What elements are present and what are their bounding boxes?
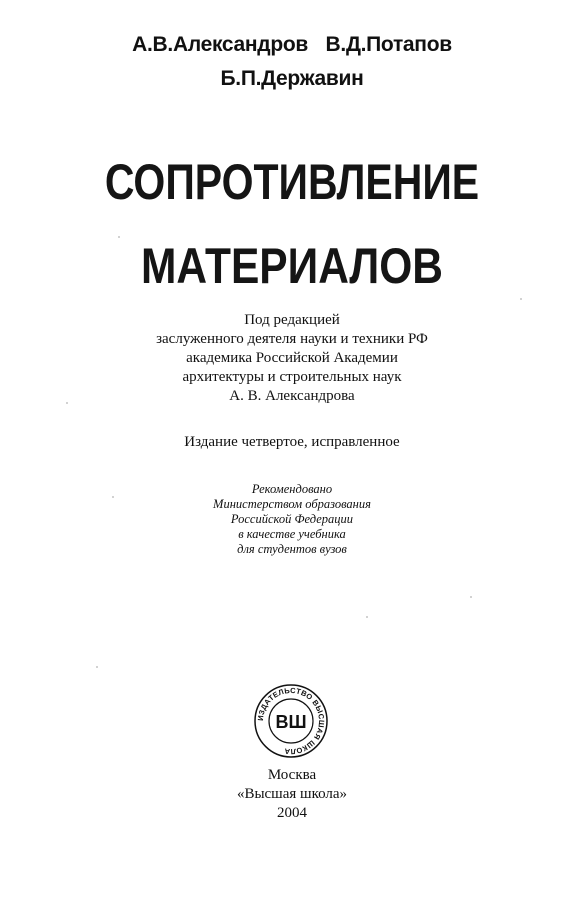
recommendation-line-5: для студентов вузов xyxy=(237,542,347,556)
authors xyxy=(0,28,584,96)
editor-line-1: Под редакцией xyxy=(244,312,340,328)
recommendation-line-4: в качестве учебника xyxy=(238,527,346,541)
author-2: В.Д.Потапов xyxy=(325,33,452,56)
logo-monogram: ВШ xyxy=(275,712,307,732)
editor-block xyxy=(0,311,584,406)
publisher-logo-icon xyxy=(252,682,330,760)
scan-speck xyxy=(118,236,120,238)
book-title-line-2: МАТЕРИАЛОВ xyxy=(141,238,443,294)
editor-line-2: заслуженного деятеля науки и техники РФ xyxy=(156,331,428,347)
book-title-line-1: СОПРОТИВЛЕНИЕ xyxy=(104,154,480,210)
recommendation-line-2: Министерством образования xyxy=(213,497,371,511)
scan-speck xyxy=(66,402,68,404)
imprint-publisher: «Высшая школа» xyxy=(236,786,348,802)
recommendation-block xyxy=(0,482,584,557)
imprint xyxy=(0,766,584,823)
book-title xyxy=(0,140,584,308)
editor-name: А. В. Александрова xyxy=(229,388,355,404)
imprint-year: 2004 xyxy=(277,805,307,821)
edition-note: Издание четвертое, исправленное xyxy=(184,434,400,450)
scan-speck xyxy=(366,616,368,618)
logo-ring-text: ИЗДАТЕЛЬСТВО ВЫСШАЯ ШКОЛА xyxy=(255,685,327,757)
scan-speck xyxy=(96,666,98,668)
recommendation-line-1: Рекомендовано xyxy=(251,482,333,496)
scan-speck xyxy=(520,298,522,300)
scan-speck xyxy=(470,596,472,598)
imprint-city: Москва xyxy=(267,767,317,783)
editor-line-3: академика Российской Академии xyxy=(186,350,398,366)
scan-speck xyxy=(112,496,114,498)
recommendation-line-3: Российской Федерации xyxy=(230,512,354,526)
author-3: Б.П.Державин xyxy=(220,67,364,90)
author-1: А.В.Александров xyxy=(132,33,308,56)
editor-line-4: архитектуры и строительных наук xyxy=(182,369,402,385)
